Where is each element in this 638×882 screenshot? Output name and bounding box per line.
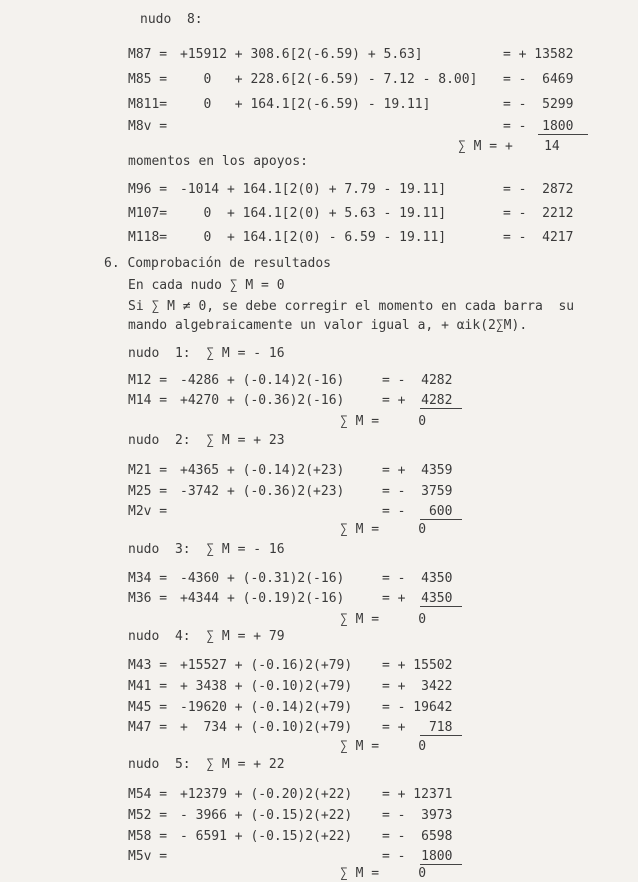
node1-lhs-0: M12 =	[128, 373, 168, 388]
node3-header: nudo 3: ∑ M = - 16	[128, 542, 285, 557]
node8-expr-1: 0 + 228.6[2(-6.59) - 7.12 - 8.00]	[180, 72, 478, 87]
node4-expr-1: + 3438 + (-0.10)2(+79)	[180, 679, 353, 694]
node8-res-2: = - 5299	[503, 97, 574, 112]
node2-underline	[420, 519, 462, 520]
node2-lhs-2: M2v =	[128, 504, 168, 519]
node8-res-3: = - 1800	[503, 119, 574, 134]
node4-expr-3: + 734 + (-0.10)2(+79)	[180, 720, 353, 735]
node8-lhs-3: M8v =	[128, 119, 168, 134]
node4-res-0: = + 15502	[382, 658, 453, 673]
section6-line2: Si ∑ M ≠ 0, se debe corregir el momento en cada barra su	[128, 299, 575, 314]
node4-header: nudo 4: ∑ M = + 79	[128, 629, 285, 644]
support-lhs-1: M107=	[128, 206, 168, 221]
node2-lhs-1: M25 =	[128, 484, 168, 499]
node2-res-2: = - 600	[382, 504, 453, 519]
node3-expr-1: +4344 + (-0.19)2(-16)	[180, 591, 345, 606]
support-res-1: = - 2212	[503, 206, 574, 221]
node5-expr-2: - 6591 + (-0.15)2(+22)	[180, 829, 353, 844]
supports-header: momentos en los apoyos:	[128, 154, 309, 169]
node8-header: nudo 8:	[140, 12, 203, 27]
node8-lhs-2: M811=	[128, 97, 168, 112]
node2-expr-1: -3742 + (-0.36)2(+23)	[180, 484, 345, 499]
node4-res-2: = - 19642	[382, 700, 453, 715]
node4-expr-2: -19620 + (-0.14)2(+79)	[180, 700, 353, 715]
node2-lhs-0: M21 =	[128, 463, 168, 478]
node8-lhs-1: M85 =	[128, 72, 168, 87]
node4-lhs-0: M43 =	[128, 658, 168, 673]
section6-line1: En cada nudo ∑ M = 0	[128, 278, 285, 293]
node4-res-3: = + 718	[382, 720, 453, 735]
node4-lhs-3: M47 =	[128, 720, 168, 735]
node5-sum: ∑ M = 0	[340, 866, 427, 881]
node3-underline	[420, 606, 462, 607]
node4-underline	[420, 735, 462, 736]
node2-expr-0: +4365 + (-0.14)2(+23)	[180, 463, 345, 478]
node8-lhs-0: M87 =	[128, 47, 168, 62]
node5-header: nudo 5: ∑ M = + 22	[128, 757, 285, 772]
section6-title: 6. Comprobación de resultados	[104, 256, 331, 271]
node5-lhs-3: M5v =	[128, 849, 168, 864]
node2-header: nudo 2: ∑ M = + 23	[128, 433, 285, 448]
node5-res-1: = - 3973	[382, 808, 453, 823]
node8-expr-0: +15912 + 308.6[2(-6.59) + 5.63]	[180, 47, 423, 62]
node1-res-0: = - 4282	[382, 373, 453, 388]
node1-underline	[420, 408, 462, 409]
node1-sum: ∑ M = 0	[340, 414, 427, 429]
node3-lhs-1: M36 =	[128, 591, 168, 606]
node1-res-1: = + 4282	[382, 393, 453, 408]
node5-res-0: = + 12371	[382, 787, 453, 802]
support-res-2: = - 4217	[503, 230, 574, 245]
node5-expr-1: - 3966 + (-0.15)2(+22)	[180, 808, 353, 823]
node5-expr-0: +12379 + (-0.20)2(+22)	[180, 787, 353, 802]
node4-res-1: = + 3422	[382, 679, 453, 694]
node8-expr-2: 0 + 164.1[2(-6.59) - 19.11]	[180, 97, 431, 112]
node1-header: nudo 1: ∑ M = - 16	[128, 346, 285, 361]
support-expr-2: 0 + 164.1[2(0) - 6.59 - 19.11]	[180, 230, 447, 245]
node1-expr-1: +4270 + (-0.36)2(-16)	[180, 393, 345, 408]
node1-expr-0: -4286 + (-0.14)2(-16)	[180, 373, 345, 388]
node8-res-1: = - 6469	[503, 72, 574, 87]
node4-lhs-1: M41 =	[128, 679, 168, 694]
node4-expr-0: +15527 + (-0.16)2(+79)	[180, 658, 353, 673]
section6-line3: mando algebraicamente un valor igual a, + αik(2∑M).	[128, 318, 528, 333]
node2-sum: ∑ M = 0	[340, 522, 427, 537]
node5-lhs-2: M58 =	[128, 829, 168, 844]
support-res-0: = - 2872	[503, 182, 574, 197]
node3-sum: ∑ M = 0	[340, 612, 427, 627]
node2-res-0: = + 4359	[382, 463, 453, 478]
node8-sum: ∑ M = + 14	[458, 139, 560, 154]
node5-lhs-0: M54 =	[128, 787, 168, 802]
node5-underline	[420, 864, 462, 865]
support-lhs-0: M96 =	[128, 182, 168, 197]
node3-res-1: = + 4350	[382, 591, 453, 606]
node4-sum: ∑ M = 0	[340, 739, 427, 754]
support-expr-0: -1014 + 164.1[2(0) + 7.79 - 19.11]	[180, 182, 447, 197]
node5-res-3: = - 1800	[382, 849, 453, 864]
support-expr-1: 0 + 164.1[2(0) + 5.63 - 19.11]	[180, 206, 447, 221]
node8-underline	[538, 134, 588, 135]
support-lhs-2: M118=	[128, 230, 168, 245]
node3-lhs-0: M34 =	[128, 571, 168, 586]
node4-lhs-2: M45 =	[128, 700, 168, 715]
node8-res-0: = + 13582	[503, 47, 574, 62]
node3-expr-0: -4360 + (-0.31)2(-16)	[180, 571, 345, 586]
node5-res-2: = - 6598	[382, 829, 453, 844]
node1-lhs-1: M14 =	[128, 393, 168, 408]
node3-res-0: = - 4350	[382, 571, 453, 586]
node5-lhs-1: M52 =	[128, 808, 168, 823]
node2-res-1: = - 3759	[382, 484, 453, 499]
